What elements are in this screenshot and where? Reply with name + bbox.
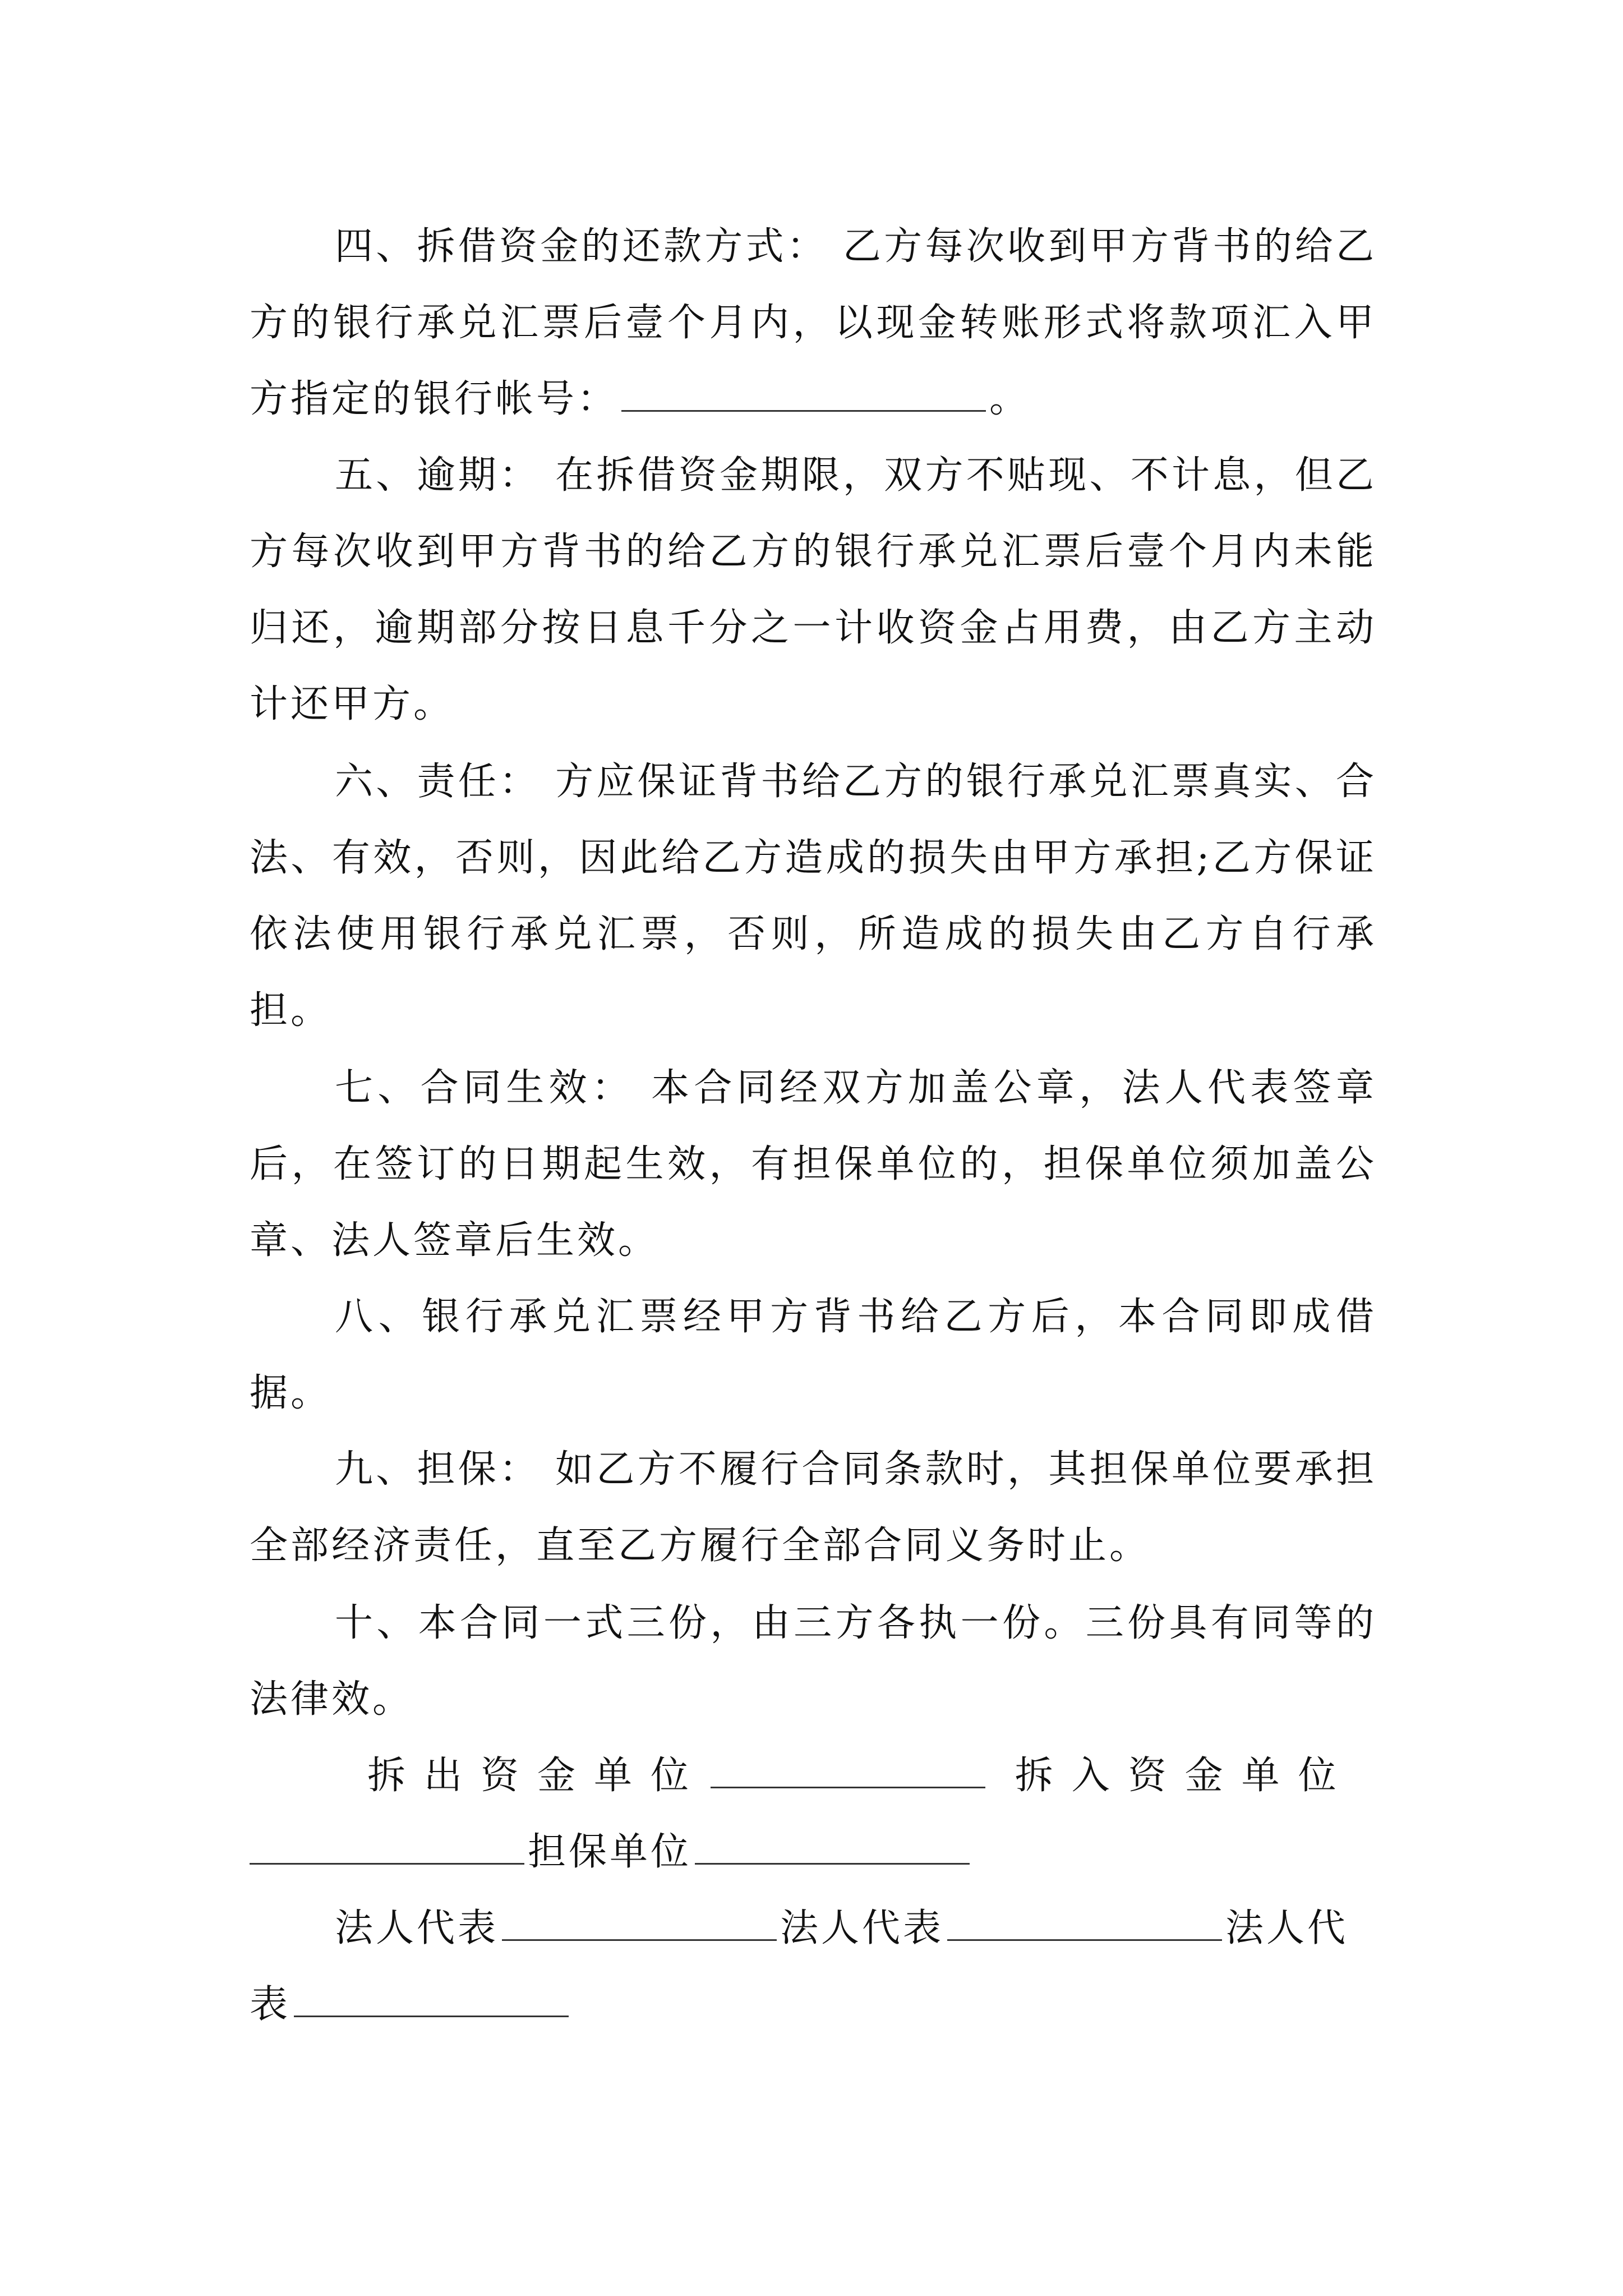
guarantor-unit-label: 担保单位 [528, 1830, 692, 1874]
clause-6-liability: 六、责任： 方应保证背书给乙方的银行承兑汇票真实、合法、有效，否则，因此给乙方造成的损失由甲方承担;乙方保证依法使用银行承兑汇票，否则，所造成的损失由乙方自行承担。 [250, 760, 1377, 1033]
clause-5-overdue: 五、逾期： 在拆借资金期限，双方不贴现、不计息，但乙方每次收到甲方背书的给乙方的银行承兑汇票后壹个月内未能归还，逾期部分按日息千分之一计收资金占用费，由乙方主动计还甲方。 [250, 453, 1377, 726]
clause-7-effectiveness: 七、合同生效： 本合同经双方加盖公章，法人代表签章后，在签订的日期起生效，有担保单位的，担保单位须加盖公章、法人签章后生效。 [250, 1066, 1377, 1263]
bank-account-blank[interactable] [621, 378, 986, 412]
clause-8-receipt: 八、银行承兑汇票经甲方背书给乙方后，本合同即成借据。 [250, 1295, 1377, 1415]
legal-rep-3-blank[interactable] [294, 1983, 569, 2017]
guarantor-unit-blank[interactable] [695, 1830, 970, 1865]
lender-unit-label: 拆出资金单位 [367, 1754, 708, 1798]
legal-rep-1-label: 法人代表 [335, 1906, 499, 1950]
legal-rep-2-label: 法人代表 [780, 1906, 944, 1950]
clause-4-text: 四、拆借资金的还款方式： 乙方每次收到甲方背书的给乙方的银行承兑汇票后壹个月内，以现金转账形式将款项汇入甲方指定的银行帐号： [250, 224, 1377, 421]
legal-rep-3-label-part1: 法人代 [1225, 1906, 1349, 1950]
clause-4-repayment [250, 209, 1377, 438]
signature-rep3-row [250, 1967, 1377, 2043]
legal-rep-2-blank[interactable] [947, 1907, 1222, 1941]
clause-4-end: 。 [989, 377, 1031, 421]
legal-rep-1-blank[interactable] [502, 1907, 777, 1941]
borrower-unit-label: 拆入资金单位 [1015, 1754, 1355, 1798]
clause-9-guarantee: 九、担保： 如乙方不履行合同条款时，其担保单位要承担全部经济责任，直至乙方履行全部合同义务时止。 [250, 1447, 1377, 1568]
signature-reps-row [250, 1890, 1377, 1967]
signature-units-row [250, 1738, 1377, 1814]
clause-10-copies: 十、本合同一式三份，由三方各执一份。三份具有同等的法律效。 [250, 1601, 1377, 1722]
lender-unit-blank[interactable] [711, 1754, 985, 1788]
borrower-unit-blank[interactable] [250, 1830, 524, 1865]
signature-guarantor-row [250, 1814, 1377, 1890]
legal-rep-3-label-part2: 表 [250, 1982, 291, 2027]
